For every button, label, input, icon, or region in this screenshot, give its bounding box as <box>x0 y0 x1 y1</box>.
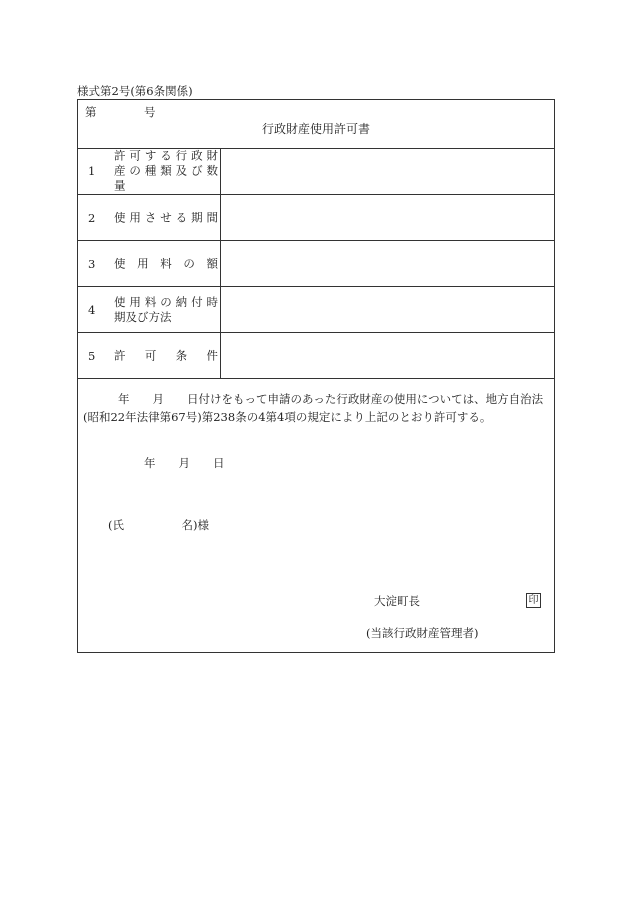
permit-form <box>77 99 555 653</box>
row-label-line: 許可する行政財 <box>114 148 218 163</box>
row-usage-fee <box>78 241 554 287</box>
row-usage-period <box>78 195 554 241</box>
row-label-line: 量 <box>114 178 126 193</box>
row-label <box>114 256 218 271</box>
row-label-line: 使用させる期間 <box>114 210 218 224</box>
row-value-cell <box>220 148 554 194</box>
row-value-cell <box>220 287 554 332</box>
row-label <box>114 348 218 363</box>
row-number: 4 <box>88 302 96 317</box>
row-label <box>114 210 218 225</box>
row-label-line: 使 用 料 の 額 <box>114 256 218 270</box>
row-number: 5 <box>88 348 96 363</box>
row-label-line: 使用料の納付時 <box>114 294 218 309</box>
permit-statement-line-1: 年 月 日付けをもって申請のあった行政財産の使用については、地方自治法 <box>118 392 544 406</box>
document-title: 行政財産使用許可書 <box>261 122 370 136</box>
row-payment-method <box>78 287 554 333</box>
row-label-line: 産の種類及び数 <box>114 163 218 178</box>
signer-title: 大淀町長 <box>374 594 420 608</box>
row-property-type <box>78 148 554 195</box>
permit-statement-line-2: (昭和22年法律第67号)第238条の4第4項の規定により上記のとおり許可する。 <box>83 410 492 424</box>
form-header <box>78 100 554 149</box>
row-label <box>114 149 218 194</box>
seal-mark-icon: 印 <box>526 593 541 608</box>
form-number-label: 様式第2号(第6条関係) <box>77 84 193 98</box>
row-label <box>114 295 218 325</box>
row-label-line: 期及び方法 <box>114 309 172 324</box>
row-value-cell <box>220 241 554 286</box>
row-number: 1 <box>88 164 96 178</box>
row-number: 2 <box>88 210 96 225</box>
row-value-cell <box>220 333 554 378</box>
addressee: (氏 名)様 <box>108 518 209 532</box>
signer-note: (当該行政財産管理者) <box>366 626 479 640</box>
row-conditions <box>78 333 554 379</box>
number-prefix: 第 <box>85 105 97 119</box>
row-number: 3 <box>88 256 96 271</box>
number-suffix: 号 <box>144 105 156 119</box>
issue-date: 年 月 日 <box>144 456 225 470</box>
row-label-line: 許 可 条 件 <box>114 348 218 362</box>
row-value-cell <box>220 195 554 240</box>
